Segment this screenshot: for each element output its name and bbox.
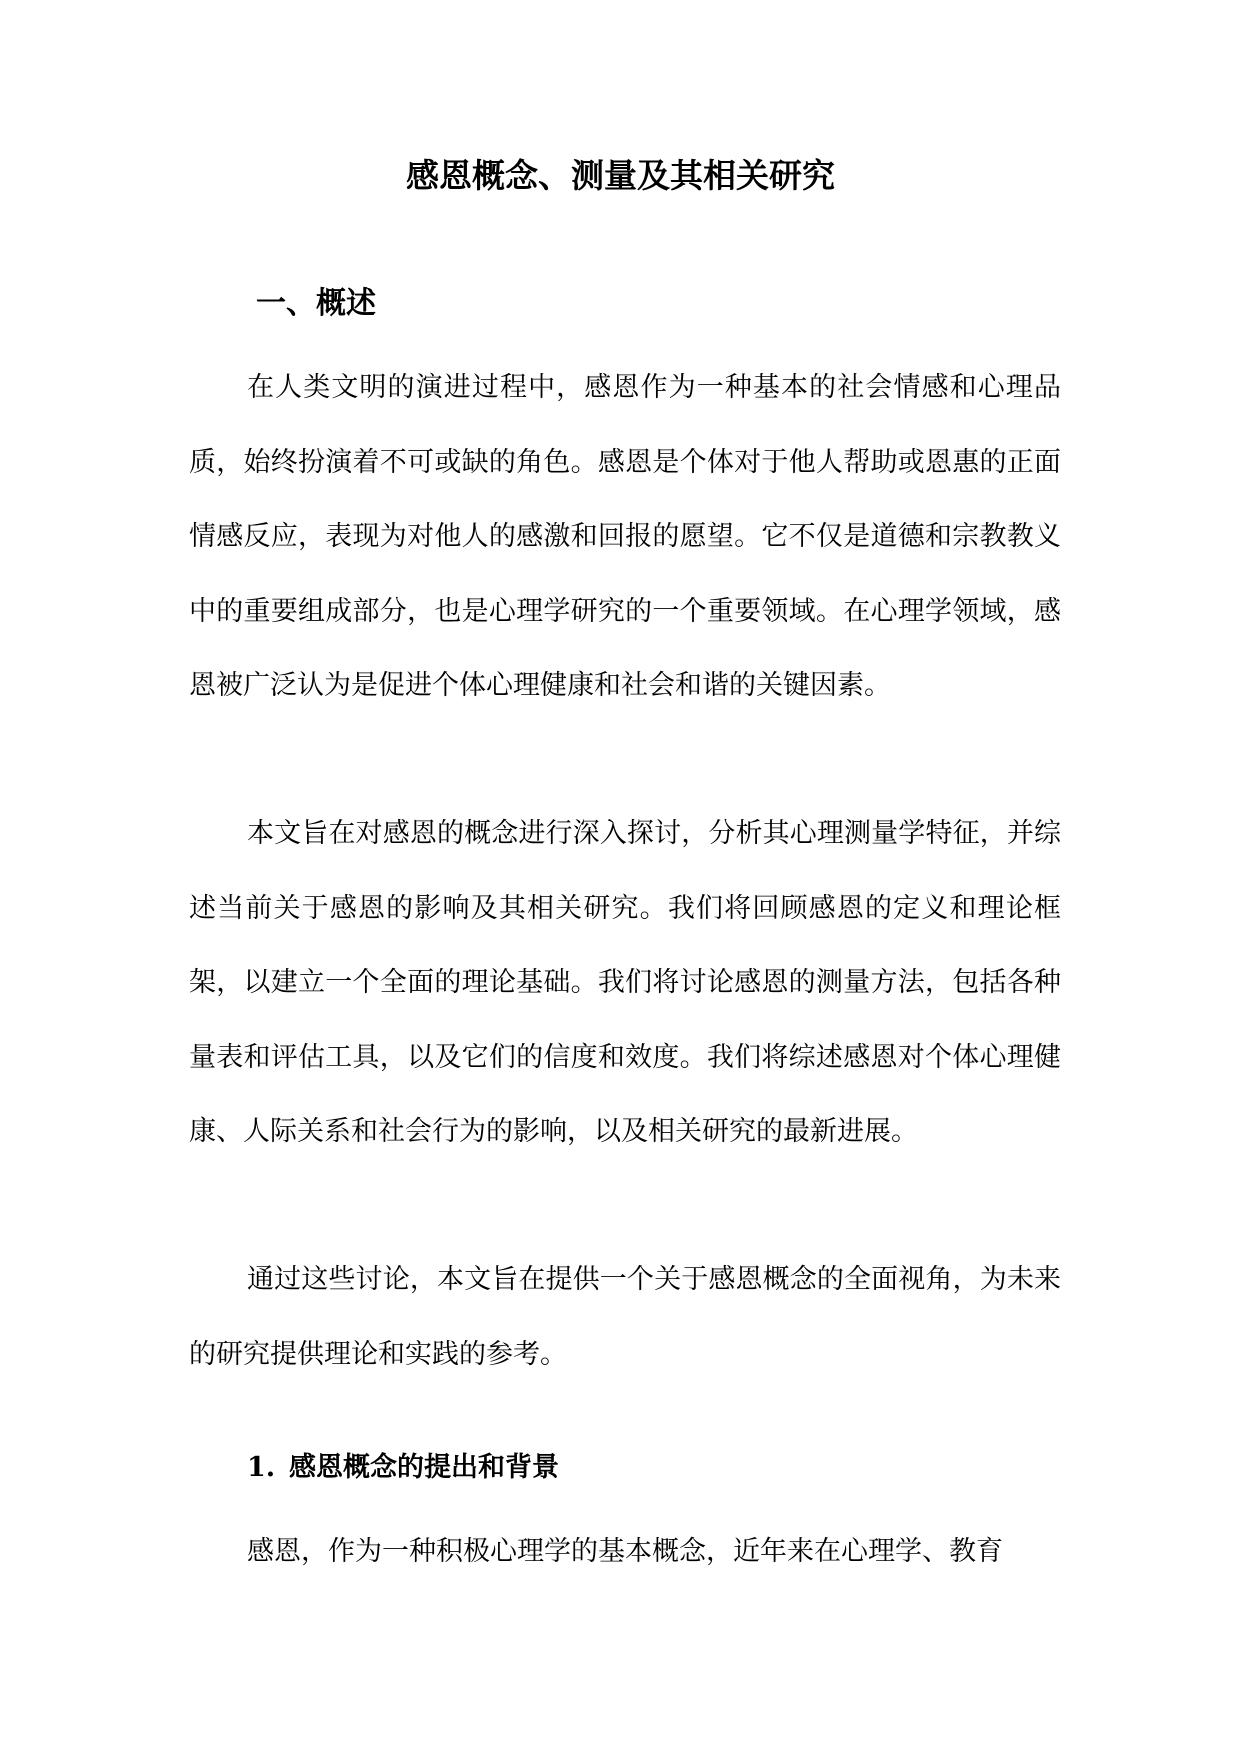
document-title: 感恩概念、测量及其相关研究 <box>406 156 835 195</box>
subsection-title: 感恩概念的提出和背景 <box>289 1452 559 1483</box>
paragraph-purpose: 本文旨在对感恩的概念进行深入探讨，分析其心理测量学特征，并综述当前关于感恩的影响及其相关研究。我们将回顾感恩的定义和理论框架，以建立一个全面的理论基础。我们将讨论感恩的测量方法，包括各种量表和评估工具，以及它们的信度和效度。我们将综述感恩对个体心理健康、人际关系和社会行为的影响，以及相关研究的最新进展。 <box>189 818 1061 1147</box>
subsection-number: 1. <box>247 1452 276 1483</box>
paragraph-subsection-start: 感恩，作为一种积极心理学的基本概念，近年来在心理学、教育 <box>247 1536 1003 1567</box>
section-heading-overview: 一、概述 <box>256 286 376 321</box>
paragraph-conclusion: 通过这些讨论，本文旨在提供一个关于感恩概念的全面视角，为未来的研究提供理论和实践的参考。 <box>189 1264 1061 1370</box>
subsection-heading <box>247 1444 559 1492</box>
paragraph-intro: 在人类文明的演进过程中，感恩作为一种基本的社会情感和心理品质，始终扮演着不可或缺的角色。感恩是个体对于他人帮助或恩惠的正面情感反应，表现为对他人的感激和回报的愿望。它不仅是道德和宗教教义中的重要组成部分，也是心理学研究的一个重要领域。在心理学领域，感恩被广泛认为是促进个体心理健康和社会和谐的关键因素。 <box>189 372 1061 701</box>
